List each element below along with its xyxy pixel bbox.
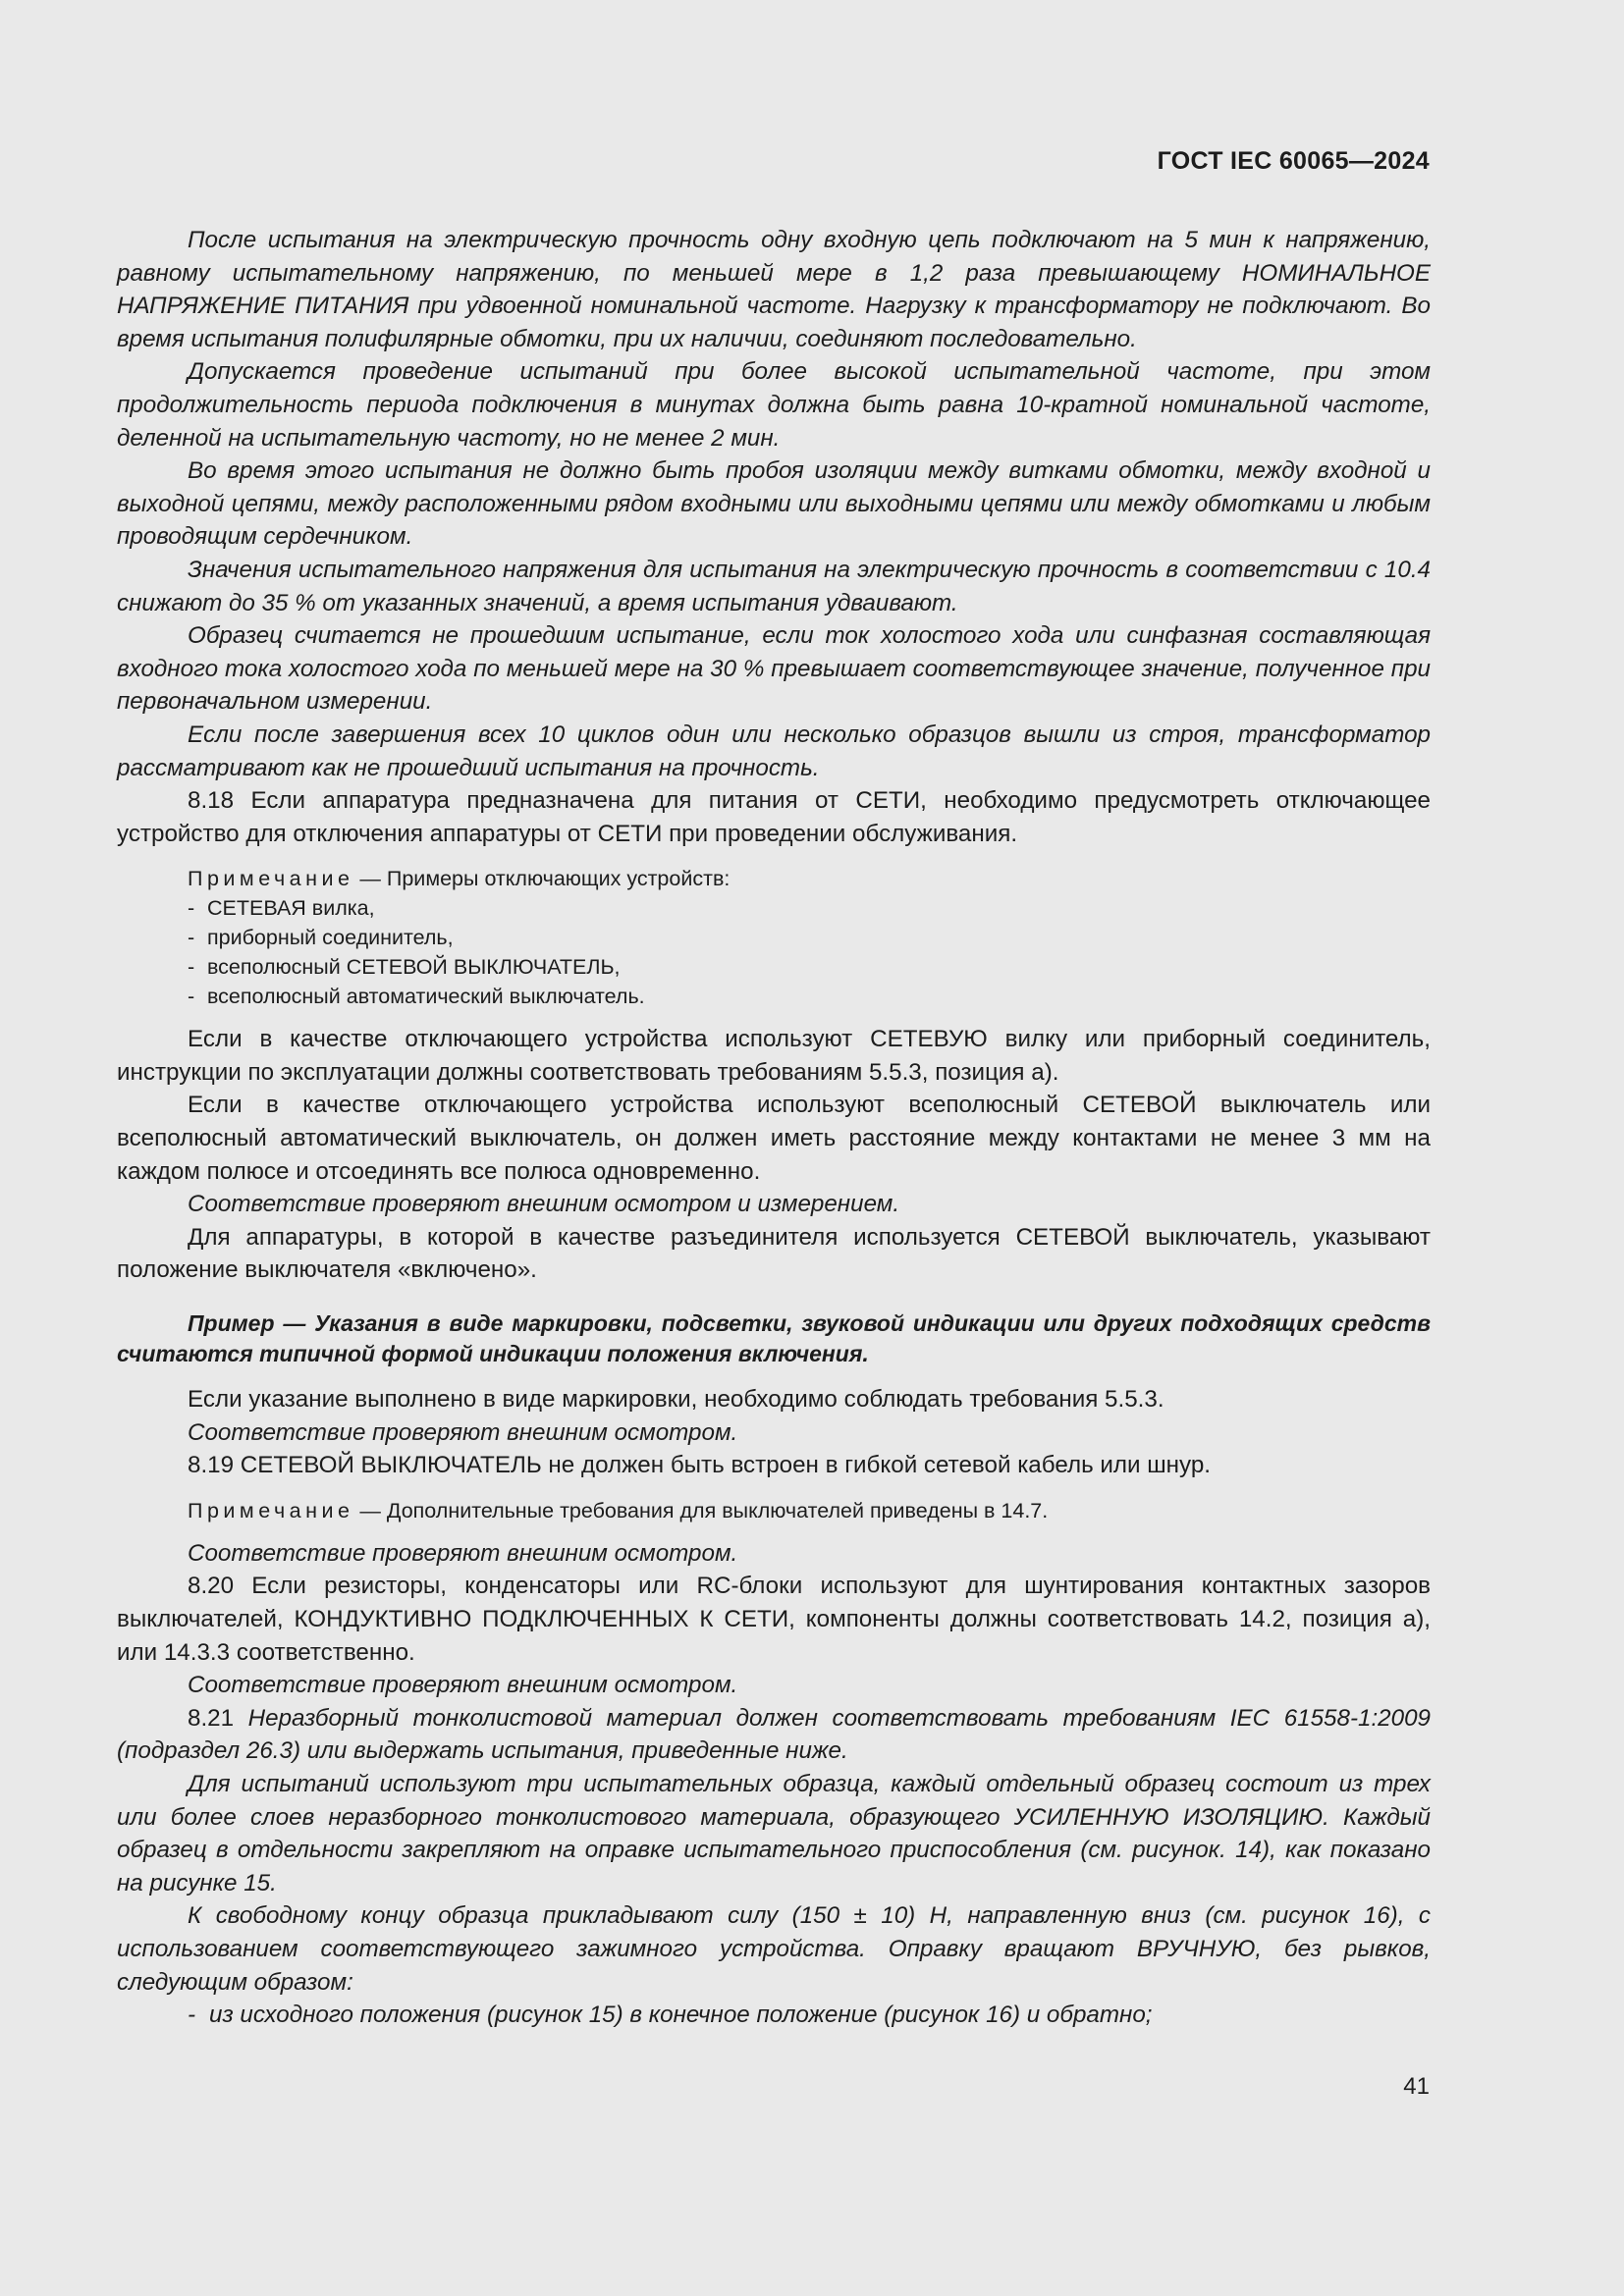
page-number: 41 <box>1403 2073 1430 2100</box>
clause-8-20: 8.20 Если резисторы, конденсаторы или RC-блоки используют для шунтирования контактных зазоров выключателей, КОНДУКТИВНО ПОДКЛЮЧЕННЫХ К СЕТИ, компоненты должны соответствовать 14.2, позиция а), или 14.3.3 соответственно. <box>117 1573 1431 1666</box>
clause-number: 8.21 <box>188 1704 235 1732</box>
paragraph: Во время этого испытания не должно быть пробоя изоляции между витками обмотки, между входной и выходной цепями, между расположенными рядом входными или выходными цепями или между обмотками и любым проводящим сердечником. <box>117 457 1431 551</box>
compliance-check: Соответствие проверяют внешним осмотром. <box>188 1418 738 1446</box>
paragraph: Если указание выполнено в виде маркировки, необходимо соблюдать требования 5.5.3. <box>188 1386 1164 1414</box>
paragraph: После испытания на электрическую прочность одну входную цепь подключают на 5 мин к напряжению, равному испытательному напряжению, по меньшей мере в 1,2 раза превышающему НОМИНАЛЬНОЕ НАПРЯЖЕНИЕ ПИТАНИЯ при удвоенной номинальной частоте. Нагрузку к трансформатору не подключают. Во время испытания полифилярные обмотки, при их наличии, соединяют последовательно. <box>117 227 1431 352</box>
note-label: Примечание <box>188 867 354 891</box>
compliance-check: Соответствие проверяют внешним осмотром. <box>188 1672 738 1699</box>
note-disconnect-devices <box>188 864 1431 1011</box>
paragraph: Если в качестве отключающего устройства используют СЕТЕВУЮ вилку или приборный соединитель, инструкции по эксплуатации должны соответствовать требованиям 5.5.3, позиция а). <box>117 1026 1431 1086</box>
compliance-check: Соответствие проверяют внешним осмотром. <box>188 1539 738 1567</box>
paragraph: Образец считается не прошедшим испытание, если ток холостого хода или синфазная составляющая входного тока холостого хода по меньшей мере на 30 % превышает соответствующее значение, полученное при первоначальном измерении. <box>117 622 1431 716</box>
paragraph: Значения испытательного напряжения для испытания на электрическую прочность в соответствии с 10.4 снижают до 35 % от указанных значений, а время испытания удваивают. <box>117 556 1431 616</box>
note-heading <box>188 1496 1431 1525</box>
paragraph: Допускается проведение испытаний при более высокой испытательной частоте, при этом продолжительность периода подключения в минутах должна быть равна 10-кратной номинальной частоте, деленной на испытательную частоту, но не менее 2 мин. <box>117 358 1431 452</box>
note-text: — Дополнительные требования для выключателей приведены в 14.7. <box>353 1498 1049 1522</box>
note-heading <box>188 864 1431 893</box>
clause-8-21: 8.21 Неразборный тонколистовой материал должен соответствовать требованиям IEC 61558-1:2009 (подраздел 26.3) или выдержать испытания, приведенные ниже. <box>117 1704 1431 1765</box>
compliance-check: Соответствие проверяют внешним осмотром и измерением. <box>188 1191 900 1218</box>
note-label: Примечание <box>188 1498 354 1522</box>
document-body <box>117 224 1431 2032</box>
paragraph: Для испытаний используют три испытательных образца, каждый отдельный образец состоит из трех или более слоев неразборного тонколистового материала, образующего УСИЛЕННУЮ ИЗОЛЯЦИЮ. Каждый образец в отдельности закрепляют на оправке испытательного приспособления (см. рисунок. 14), как показано на рисунке 15. <box>117 1770 1431 1896</box>
standard-header: ГОСТ IEC 60065—2024 <box>1157 147 1430 175</box>
paragraph: Для аппаратуры, в которой в качестве разъединителя используется СЕТЕВОЙ выключатель, указывают положение выключателя «включено». <box>117 1223 1431 1284</box>
list-item: - СЕТЕВАЯ вилка, <box>188 896 375 921</box>
list-item: - всеполюсный автоматический выключатель. <box>188 985 645 1009</box>
clause-8-19: 8.19 СЕТЕВОЙ ВЫКЛЮЧАТЕЛЬ не должен быть встроен в гибкой сетевой кабель или шнур. <box>188 1452 1212 1479</box>
paragraph: Если после завершения всех 10 циклов один или несколько образцов вышли из строя, трансформатор рассматривают как не прошедший испытания на прочность. <box>117 721 1431 781</box>
list-item: - приборный соединитель, <box>188 926 454 950</box>
paragraph: Если в качестве отключающего устройства используют всеполюсный СЕТЕВОЙ выключатель или всеполюсный автоматический выключатель, он должен иметь расстояние между контактами не менее 3 мм на каждом полюсе и отсоединять все полюса одновременно. <box>117 1092 1431 1185</box>
paragraph: К свободному концу образца прикладывают силу (150 ± 10) Н, направленную вниз (см. рисунок 16), с использованием соответствующего зажимного устройства. Оправку вращают ВРУЧНУЮ, без рывков, следующим образом: <box>117 1902 1431 1996</box>
list-item: - всеполюсный СЕТЕВОЙ ВЫКЛЮЧАТЕЛЬ, <box>188 955 621 980</box>
example-text: Пример — Указания в виде маркировки, подсветки, звуковой индикации или других подходящих средств считаются типичной формой индикации положения включения. <box>117 1310 1431 1367</box>
clause-8-18: 8.18 Если аппаратура предназначена для питания от СЕТИ, необходимо предусмотреть отключающее устройство для отключения аппаратуры от СЕТИ при проведении обслуживания. <box>117 787 1431 847</box>
note-text: — Примеры отключающих устройств: <box>353 867 731 891</box>
note-switches <box>188 1496 1431 1525</box>
list-item: - из исходного положения (рисунок 15) в конечное положение (рисунок 16) и обратно; <box>188 2002 1153 2029</box>
